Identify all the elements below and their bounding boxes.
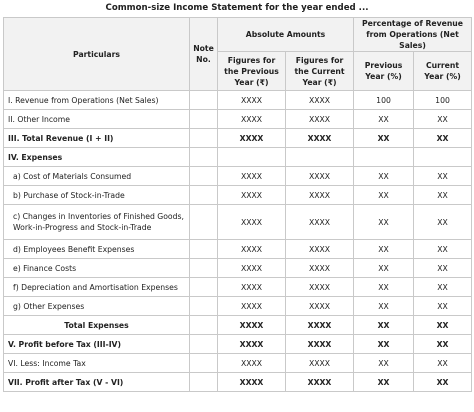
table-row	[4, 278, 472, 297]
row-current-percent: XX	[414, 110, 472, 129]
row-current-percent: XX	[414, 297, 472, 316]
expenses-section-label: IV. Expenses	[8, 152, 63, 162]
row-previous-amount: XXXX	[218, 335, 286, 354]
table-row	[4, 297, 472, 316]
income-statement-table	[3, 17, 472, 392]
row-previous-amount: XXXX	[218, 186, 286, 205]
row-current-amount: XXXX	[286, 129, 354, 148]
row-current-amount: XXXX	[286, 278, 354, 297]
row-previous-amount: XXXX	[218, 91, 286, 110]
row-current-percent: XX	[414, 129, 472, 148]
row-note	[190, 129, 218, 148]
row-current-amount: XXXX	[286, 373, 354, 392]
row-current-amount: XXXX	[286, 316, 354, 335]
table-row	[4, 167, 472, 186]
row-current-percent: XX	[414, 240, 472, 259]
row-particulars: II. Other Income	[4, 110, 190, 129]
header-absolute-amounts: Absolute Amounts	[218, 18, 354, 52]
row-previous-amount: XXXX	[218, 205, 286, 240]
table-row	[4, 91, 472, 110]
row-previous-amount: XXXX	[218, 297, 286, 316]
row-previous-percent: XX	[354, 205, 414, 240]
row-current-amount: XXXX	[286, 205, 354, 240]
row-particulars: f) Depreciation and Amortisation Expenses	[4, 278, 190, 297]
row-current-percent: XX	[414, 167, 472, 186]
row-note	[190, 373, 218, 392]
row-previous-amount: XXXX	[218, 167, 286, 186]
row-previous-percent: 100	[354, 91, 414, 110]
table-row	[4, 316, 472, 335]
row-current-amount: XXXX	[286, 167, 354, 186]
row-particulars: c) Changes in Inventories of Finished Goods, Work-in-Progress and Stock-in-Trade	[4, 205, 190, 240]
row-current-amount: XXXX	[286, 354, 354, 373]
row-current-amount: XXXX	[286, 91, 354, 110]
row-note	[190, 205, 218, 240]
row-previous-percent: XX	[354, 373, 414, 392]
row-particulars: g) Other Expenses	[4, 297, 190, 316]
row-particulars: VII. Profit after Tax (V - VI)	[4, 373, 190, 392]
row-current-percent: XX	[414, 373, 472, 392]
row-current-percent: XX	[414, 278, 472, 297]
table-row	[4, 110, 472, 129]
row-previous-percent: XX	[354, 335, 414, 354]
row-previous-amount: XXXX	[218, 354, 286, 373]
table-row	[4, 354, 472, 373]
row-note	[190, 259, 218, 278]
header-percentage-of-revenue: Percentage of Revenue from Operations (Net Sales)	[354, 18, 472, 52]
row-particulars: a) Cost of Materials Consumed	[4, 167, 190, 186]
table-row	[4, 240, 472, 259]
row-particulars: VI. Less: Income Tax	[4, 354, 190, 373]
statement-title: Common-size Income Statement for the year ended ...	[105, 3, 369, 13]
row-current-percent: 100	[414, 91, 472, 110]
row-previous-percent: XX	[354, 240, 414, 259]
row-previous-percent: XX	[354, 186, 414, 205]
row-note	[190, 297, 218, 316]
header-current-year-percent: Current Year (%)	[414, 52, 472, 91]
header-previous-year-percent: Previous Year (%)	[354, 52, 414, 91]
row-previous-amount: XXXX	[218, 259, 286, 278]
row-note	[190, 335, 218, 354]
row-current-amount: XXXX	[286, 259, 354, 278]
table-row	[4, 129, 472, 148]
row-current-amount: XXXX	[286, 240, 354, 259]
row-previous-amount: XXXX	[218, 110, 286, 129]
row-previous-percent: XX	[354, 259, 414, 278]
row-particulars: b) Purchase of Stock-in-Trade	[4, 186, 190, 205]
row-particulars: III. Total Revenue (I + II)	[4, 129, 190, 148]
row-note	[190, 316, 218, 335]
row-note	[190, 354, 218, 373]
row-previous-percent: XX	[354, 297, 414, 316]
header-current-year-amount: Figures for the Current Year (₹)	[286, 52, 354, 91]
row-previous-percent	[354, 148, 414, 167]
row-previous-amount: XXXX	[218, 373, 286, 392]
row-current-amount: XXXX	[286, 186, 354, 205]
row-current-percent: XX	[414, 354, 472, 373]
row-previous-amount	[218, 148, 286, 167]
table-row	[4, 373, 472, 392]
table-row	[4, 335, 472, 354]
row-particulars	[4, 148, 190, 167]
row-current-percent: XX	[414, 335, 472, 354]
row-particulars: V. Profit before Tax (III-IV)	[4, 335, 190, 354]
row-current-amount: XXXX	[286, 335, 354, 354]
header-previous-year-amount: Figures for the Previous Year (₹)	[218, 52, 286, 91]
row-current-amount: XXXX	[286, 110, 354, 129]
row-current-percent: XX	[414, 259, 472, 278]
row-current-amount: XXXX	[286, 297, 354, 316]
row-current-amount	[286, 148, 354, 167]
header-note-no: Note No.	[190, 18, 218, 91]
row-previous-amount: XXXX	[218, 278, 286, 297]
row-previous-percent: XX	[354, 110, 414, 129]
table-row	[4, 186, 472, 205]
row-particulars: d) Employees Benefit Expenses	[4, 240, 190, 259]
header-particulars: Particulars	[4, 18, 190, 91]
row-current-percent: XX	[414, 186, 472, 205]
table-row	[4, 148, 472, 167]
row-note	[190, 240, 218, 259]
row-note	[190, 167, 218, 186]
row-previous-percent: XX	[354, 129, 414, 148]
row-note	[190, 186, 218, 205]
row-note	[190, 148, 218, 167]
table-row	[4, 205, 472, 240]
row-particulars: e) Finance Costs	[4, 259, 190, 278]
row-note	[190, 278, 218, 297]
row-note	[190, 91, 218, 110]
row-previous-amount: XXXX	[218, 129, 286, 148]
row-previous-percent: XX	[354, 354, 414, 373]
row-previous-percent: XX	[354, 278, 414, 297]
row-previous-amount: XXXX	[218, 240, 286, 259]
row-current-percent: XX	[414, 205, 472, 240]
row-current-percent: XX	[414, 316, 472, 335]
row-current-percent	[414, 148, 472, 167]
row-particulars: Total Expenses	[4, 316, 190, 335]
row-note	[190, 110, 218, 129]
row-particulars: I. Revenue from Operations (Net Sales)	[4, 91, 190, 110]
table-row	[4, 259, 472, 278]
row-previous-percent: XX	[354, 167, 414, 186]
row-previous-percent: XX	[354, 316, 414, 335]
row-previous-amount: XXXX	[218, 316, 286, 335]
